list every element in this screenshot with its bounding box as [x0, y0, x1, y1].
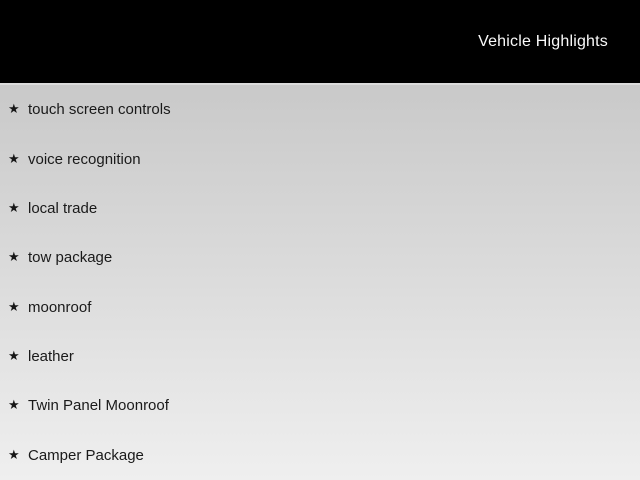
highlight-item-label: Camper Package	[28, 446, 144, 464]
header-bar	[0, 0, 640, 83]
page-title: Vehicle Highlights	[478, 32, 608, 50]
highlights-list	[0, 83, 640, 480]
highlight-item-label: tow package	[28, 249, 113, 267]
highlight-item	[0, 85, 640, 134]
highlight-item-label: touch screen controls	[28, 101, 171, 119]
highlight-item	[0, 184, 640, 233]
star-icon: ★	[8, 199, 20, 215]
highlight-item-label: moonroof	[28, 298, 92, 316]
highlight-item	[0, 233, 640, 282]
highlight-item-label: local trade	[28, 199, 98, 217]
star-icon: ★	[8, 397, 20, 413]
highlight-item	[0, 283, 640, 332]
star-icon: ★	[8, 446, 20, 462]
highlight-item	[0, 381, 640, 430]
star-icon: ★	[8, 298, 20, 314]
star-icon: ★	[8, 150, 20, 166]
highlight-item	[0, 431, 640, 480]
highlight-item-label: voice recognition	[28, 150, 141, 168]
star-icon: ★	[8, 101, 20, 117]
highlight-item-label: leather	[28, 348, 74, 366]
star-icon: ★	[8, 348, 20, 364]
star-icon: ★	[8, 249, 20, 265]
highlight-item	[0, 332, 640, 381]
highlight-item	[0, 134, 640, 183]
highlight-item-label: Twin Panel Moonroof	[28, 397, 169, 415]
